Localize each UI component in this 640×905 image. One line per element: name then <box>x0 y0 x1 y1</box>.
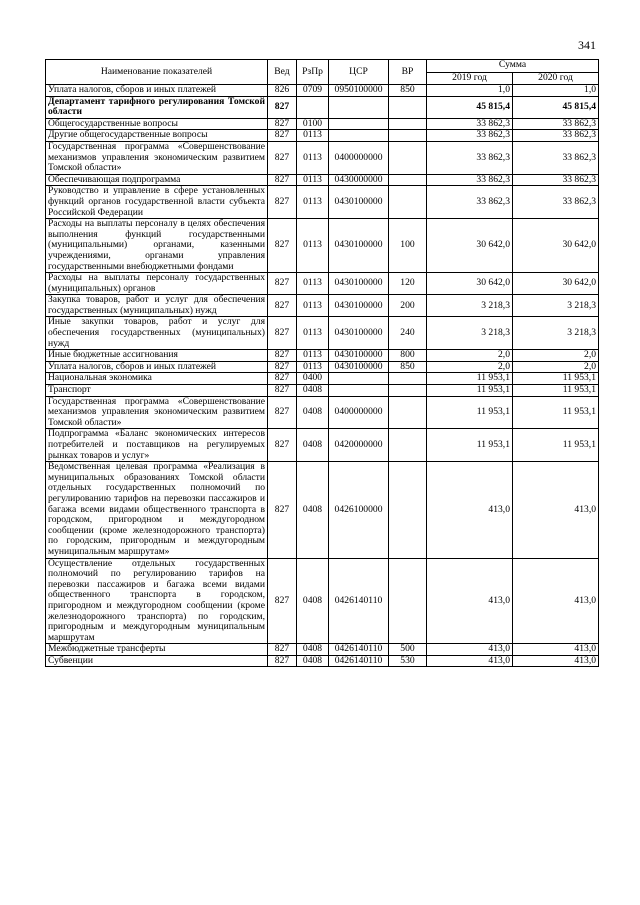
cell-vr <box>389 174 427 186</box>
table-row <box>46 644 599 656</box>
cell-name: Департамент тарифного регулирования Томской области <box>46 96 268 118</box>
table-row <box>46 295 599 317</box>
cell-rzpr: 0113 <box>297 317 329 350</box>
cell-csr: 0426140110 <box>329 558 389 644</box>
cell-ved: 827 <box>268 644 297 656</box>
cell-vr <box>389 396 427 429</box>
cell-csr: 0400000000 <box>329 396 389 429</box>
cell-name: Национальная экономика <box>46 373 268 385</box>
cell-vr <box>389 558 427 644</box>
cell-csr: 0400000000 <box>329 141 389 174</box>
cell-rzpr: 0113 <box>297 273 329 295</box>
cell-vr: 500 <box>389 644 427 656</box>
header-csr: ЦСР <box>329 60 389 85</box>
cell-name: Иные бюджетные ассигнования <box>46 350 268 362</box>
header-vr: ВР <box>389 60 427 85</box>
cell-csr: 0430100000 <box>329 219 389 273</box>
cell-vr <box>389 130 427 142</box>
table-row <box>46 273 599 295</box>
header-2020: 2020 год <box>513 72 599 85</box>
cell-2020: 413,0 <box>513 655 599 667</box>
cell-csr <box>329 373 389 385</box>
cell-csr <box>329 385 389 397</box>
table-row <box>46 317 599 350</box>
cell-ved: 827 <box>268 186 297 219</box>
cell-2020: 33 862,3 <box>513 118 599 130</box>
table-row <box>46 558 599 644</box>
cell-ved: 827 <box>268 462 297 558</box>
cell-2019: 30 642,0 <box>427 273 513 295</box>
cell-name: Ведомственная целевая программа «Реализация в муниципальных образованиях Томской области отдельных государственных полномочий по регулированию тарифов на перевозки пассажиров и багажа всеми видами общественного транспорта в городском, пригородном и междугородном сообщении (кроме железнодорожного транспорта) по городским, пригородным и междугородным муниципальным маршрутам» <box>46 462 268 558</box>
cell-2019: 2,0 <box>427 350 513 362</box>
cell-2020: 33 862,3 <box>513 141 599 174</box>
cell-2019: 11 953,1 <box>427 396 513 429</box>
header-sum: Сумма <box>427 60 599 73</box>
cell-2020: 3 218,3 <box>513 295 599 317</box>
cell-vr <box>389 186 427 219</box>
header-ved: Вед <box>268 60 297 85</box>
cell-name: Межбюджетные трансферты <box>46 644 268 656</box>
table-row <box>46 130 599 142</box>
cell-rzpr: 0408 <box>297 385 329 397</box>
cell-2019: 33 862,3 <box>427 118 513 130</box>
cell-rzpr <box>297 96 329 118</box>
cell-csr: 0430100000 <box>329 186 389 219</box>
cell-ved: 827 <box>268 174 297 186</box>
cell-name: Расходы на выплаты персоналу в целях обеспечения выполнения функций государственными (муниципальными) органами, казенными учреждениями, органами управления государственными внебюджетными фондами <box>46 219 268 273</box>
cell-2019: 2,0 <box>427 361 513 373</box>
cell-name: Субвенции <box>46 655 268 667</box>
cell-rzpr: 0408 <box>297 655 329 667</box>
table-row <box>46 141 599 174</box>
cell-2020: 30 642,0 <box>513 219 599 273</box>
cell-vr <box>389 385 427 397</box>
cell-vr: 200 <box>389 295 427 317</box>
cell-2020: 11 953,1 <box>513 429 599 462</box>
cell-csr: 0426140110 <box>329 655 389 667</box>
cell-2020: 11 953,1 <box>513 396 599 429</box>
cell-name: Обеспечивающая подпрограмма <box>46 174 268 186</box>
table-row <box>46 655 599 667</box>
cell-name: Закупка товаров, работ и услуг для обеспечения государственных (муниципальных) нужд <box>46 295 268 317</box>
cell-name: Транспорт <box>46 385 268 397</box>
cell-csr <box>329 96 389 118</box>
budget-table <box>45 59 599 667</box>
cell-rzpr: 0408 <box>297 462 329 558</box>
table-row <box>46 219 599 273</box>
header-name: Наименование показателей <box>46 60 268 85</box>
cell-rzpr: 0113 <box>297 141 329 174</box>
cell-vr <box>389 373 427 385</box>
cell-vr: 800 <box>389 350 427 362</box>
cell-2019: 33 862,3 <box>427 174 513 186</box>
cell-csr: 0430100000 <box>329 295 389 317</box>
table-row <box>46 396 599 429</box>
cell-2019: 413,0 <box>427 655 513 667</box>
cell-rzpr: 0113 <box>297 174 329 186</box>
cell-name: Общегосударственные вопросы <box>46 118 268 130</box>
table-row <box>46 373 599 385</box>
cell-2019: 413,0 <box>427 644 513 656</box>
cell-ved: 827 <box>268 655 297 667</box>
cell-vr: 240 <box>389 317 427 350</box>
cell-name: Уплата налогов, сборов и иных платежей <box>46 361 268 373</box>
cell-2020: 11 953,1 <box>513 385 599 397</box>
cell-2019: 11 953,1 <box>427 429 513 462</box>
header-2019: 2019 год <box>427 72 513 85</box>
cell-name: Руководство и управление в сфере установленных функций органов государственной власти субъекта Российской Федерации <box>46 186 268 219</box>
cell-vr <box>389 96 427 118</box>
cell-ved: 827 <box>268 373 297 385</box>
cell-2019: 413,0 <box>427 558 513 644</box>
cell-ved: 827 <box>268 295 297 317</box>
cell-vr <box>389 462 427 558</box>
cell-vr <box>389 118 427 130</box>
table-row <box>46 118 599 130</box>
cell-2020: 413,0 <box>513 558 599 644</box>
cell-2019: 11 953,1 <box>427 373 513 385</box>
table-row <box>46 462 599 558</box>
cell-name: Иные закупки товаров, работ и услуг для обеспечения государственных (муниципальных) нужд <box>46 317 268 350</box>
cell-rzpr: 0709 <box>297 85 329 97</box>
cell-2020: 3 218,3 <box>513 317 599 350</box>
cell-rzpr: 0408 <box>297 429 329 462</box>
cell-csr: 0426100000 <box>329 462 389 558</box>
table-header <box>46 60 599 85</box>
cell-csr <box>329 130 389 142</box>
cell-ved: 827 <box>268 141 297 174</box>
cell-rzpr: 0113 <box>297 219 329 273</box>
table-row <box>46 361 599 373</box>
cell-2019: 3 218,3 <box>427 317 513 350</box>
cell-rzpr: 0113 <box>297 350 329 362</box>
cell-vr <box>389 141 427 174</box>
cell-2020: 11 953,1 <box>513 373 599 385</box>
cell-vr: 850 <box>389 85 427 97</box>
table-row <box>46 429 599 462</box>
cell-2019: 11 953,1 <box>427 385 513 397</box>
cell-rzpr: 0408 <box>297 558 329 644</box>
header-rzpr: РзПр <box>297 60 329 85</box>
cell-rzpr: 0408 <box>297 396 329 429</box>
table-row <box>46 186 599 219</box>
cell-name: Осуществление отдельных государственных полномочий по регулированию тарифов на перевозки пассажиров и багажа всеми видами общественного транспорта в городском, пригородном и междугородном сообщении (кроме железнодорожного транспорта) по городским, пригородным и междугородным муниципальным маршрутам <box>46 558 268 644</box>
cell-2020: 33 862,3 <box>513 186 599 219</box>
table-row <box>46 350 599 362</box>
cell-2020: 45 815,4 <box>513 96 599 118</box>
table-body <box>46 85 599 667</box>
page-number: 341 <box>578 38 596 52</box>
cell-ved: 827 <box>268 219 297 273</box>
cell-ved: 827 <box>268 429 297 462</box>
cell-ved: 827 <box>268 273 297 295</box>
cell-ved: 827 <box>268 396 297 429</box>
cell-2020: 33 862,3 <box>513 174 599 186</box>
table-row <box>46 96 599 118</box>
cell-rzpr: 0113 <box>297 130 329 142</box>
cell-vr <box>389 429 427 462</box>
cell-rzpr: 0100 <box>297 118 329 130</box>
cell-vr: 120 <box>389 273 427 295</box>
cell-rzpr: 0113 <box>297 295 329 317</box>
cell-rzpr: 0113 <box>297 186 329 219</box>
cell-name: Подпрограмма «Баланс экономических интересов потребителей и поставщиков на регулируемых рынках товаров и услуг» <box>46 429 268 462</box>
table-row <box>46 174 599 186</box>
cell-vr: 100 <box>389 219 427 273</box>
cell-ved: 827 <box>268 385 297 397</box>
cell-2019: 33 862,3 <box>427 141 513 174</box>
cell-ved: 827 <box>268 558 297 644</box>
cell-2020: 33 862,3 <box>513 130 599 142</box>
cell-2020: 30 642,0 <box>513 273 599 295</box>
table-row <box>46 385 599 397</box>
cell-ved: 827 <box>268 96 297 118</box>
cell-2019: 30 642,0 <box>427 219 513 273</box>
cell-csr <box>329 118 389 130</box>
cell-csr: 0420000000 <box>329 429 389 462</box>
cell-csr: 0430100000 <box>329 317 389 350</box>
cell-2019: 33 862,3 <box>427 186 513 219</box>
cell-ved: 827 <box>268 361 297 373</box>
cell-2020: 2,0 <box>513 350 599 362</box>
cell-name: Другие общегосударственные вопросы <box>46 130 268 142</box>
cell-2019: 45 815,4 <box>427 96 513 118</box>
cell-vr: 850 <box>389 361 427 373</box>
cell-2020: 1,0 <box>513 85 599 97</box>
cell-2019: 33 862,3 <box>427 130 513 142</box>
cell-csr: 0426140110 <box>329 644 389 656</box>
cell-2019: 413,0 <box>427 462 513 558</box>
cell-csr: 0430000000 <box>329 174 389 186</box>
cell-ved: 826 <box>268 85 297 97</box>
cell-rzpr: 0113 <box>297 361 329 373</box>
table-row <box>46 85 599 97</box>
cell-name: Расходы на выплаты персоналу государственных (муниципальных) органов <box>46 273 268 295</box>
cell-ved: 827 <box>268 118 297 130</box>
cell-2020: 2,0 <box>513 361 599 373</box>
cell-rzpr: 0400 <box>297 373 329 385</box>
cell-csr: 0430100000 <box>329 273 389 295</box>
cell-rzpr: 0408 <box>297 644 329 656</box>
cell-name: Уплата налогов, сборов и иных платежей <box>46 85 268 97</box>
cell-2019: 1,0 <box>427 85 513 97</box>
cell-ved: 827 <box>268 350 297 362</box>
cell-ved: 827 <box>268 317 297 350</box>
cell-csr: 0950100000 <box>329 85 389 97</box>
cell-csr: 0430100000 <box>329 350 389 362</box>
cell-2020: 413,0 <box>513 644 599 656</box>
cell-csr: 0430100000 <box>329 361 389 373</box>
cell-vr: 530 <box>389 655 427 667</box>
cell-name: Государственная программа «Совершенствование механизмов управления экономическим развитием Томской области» <box>46 141 268 174</box>
cell-name: Государственная программа «Совершенствование механизмов управления экономическим развитием Томской области» <box>46 396 268 429</box>
cell-ved: 827 <box>268 130 297 142</box>
cell-2019: 3 218,3 <box>427 295 513 317</box>
cell-2020: 413,0 <box>513 462 599 558</box>
